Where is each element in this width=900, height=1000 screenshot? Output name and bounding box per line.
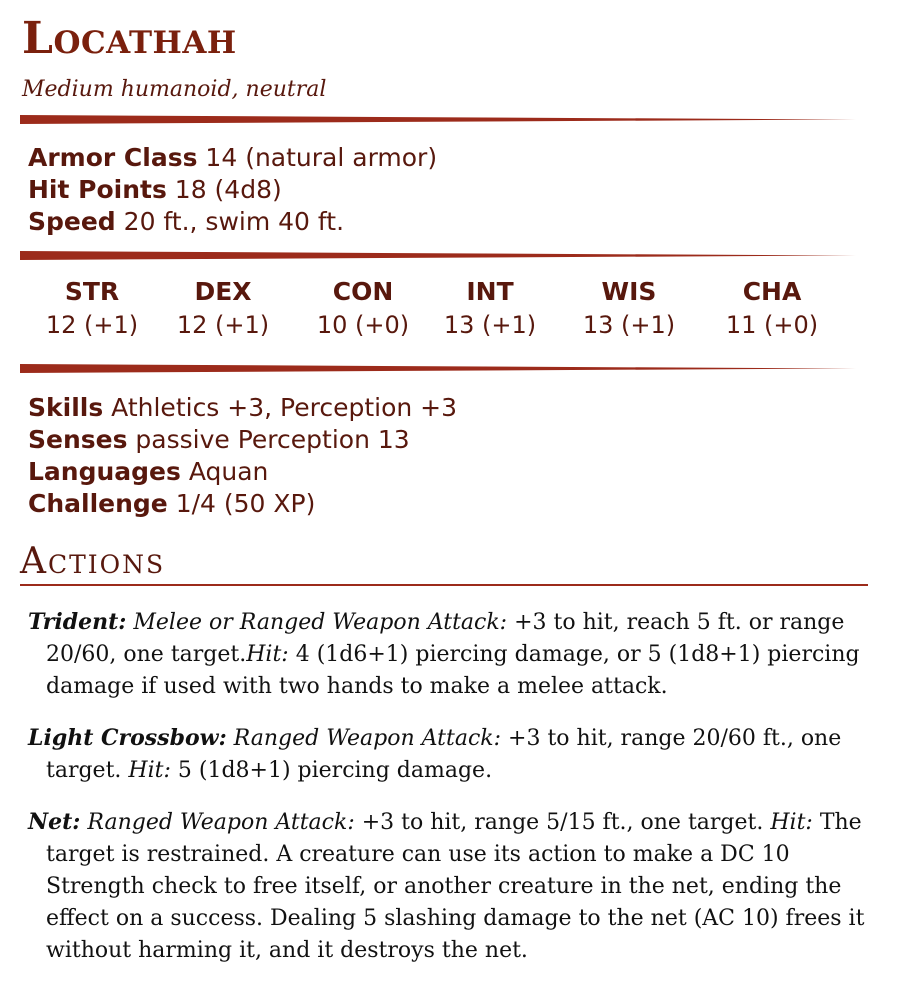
senses-value: passive Perception 13 [127,425,410,454]
action-hit-label: Hit: [128,758,171,783]
actions-heading-rule [20,584,868,586]
ability-value: 12 (+1) [45,311,139,339]
hit-points-label: Hit Points [28,175,167,204]
hit-points-value: 18 (4d8) [166,175,282,204]
ability-scores [0,276,900,346]
action-name: Net: [28,809,81,835]
action-text: +3 to hit, range 5/15 ft., one target. [354,810,771,835]
action-text: +3 to hit, range 20/60 ft., one target. [46,726,842,783]
tapered-rule [20,251,856,260]
traits-section [28,392,868,520]
defense-section [28,142,868,238]
senses-label: Senses [28,425,128,454]
action-light-crossbow [28,722,886,787]
action-net [28,806,886,967]
ability-label: CON [332,277,394,306]
ability-dex [163,276,283,342]
ability-wis [569,276,689,342]
ability-int [430,276,550,342]
ability-value: 13 (+1) [443,311,537,339]
hit-points-line [28,174,868,206]
skills-line [28,392,868,424]
tapered-rule [20,115,856,124]
action-name: Trident: [28,609,127,635]
languages-line [28,456,868,488]
ability-str [32,276,152,342]
ability-cha [712,276,832,342]
action-damage-text: The target is restrained. A creature can use its action to make a DC 10 Strength check to free itself, or another creature in the net, ending the effect on a success. Dealing 5 slashing damage to the net (AC 10) frees it without harming it, and it destroys the net. [46,810,865,963]
action-type: Ranged Weapon Attack: [226,726,502,751]
actions-heading: Actions [20,541,166,582]
action-type: Melee or Ranged Weapon Attack: [126,610,508,635]
action-trident [28,606,886,703]
armor-class-value: 14 (natural armor) [197,143,438,172]
languages-label: Languages [28,457,181,486]
monster-name: Locathah [22,13,237,64]
action-hit-label: Hit: [770,810,813,835]
ability-label: WIS [601,277,657,306]
ability-label: CHA [742,277,802,306]
skills-label: Skills [28,393,104,422]
ability-label: DEX [194,277,252,306]
speed-label: Speed [28,207,116,236]
ability-con [303,276,423,342]
speed-value: 20 ft., swim 40 ft. [115,207,345,236]
ability-label: INT [466,277,514,306]
tapered-rule [20,364,856,373]
action-damage-text: 4 (1d6+1) piercing damage, or 5 (1d8+1) piercing damage if used with two hands to make a melee attack. [46,642,860,699]
armor-class-label: Armor Class [28,143,198,172]
ability-value: 12 (+1) [176,311,270,339]
action-damage-text: 5 (1d8+1) piercing damage. [170,758,493,783]
ability-value: 13 (+1) [582,311,676,339]
action-type: Ranged Weapon Attack: [80,810,355,835]
armor-class-line [28,142,868,174]
ability-label: STR [64,277,120,306]
challenge-value: 1/4 (50 XP) [167,489,316,518]
action-hit-label: Hit: [246,642,289,667]
ability-value: 10 (+0) [316,311,410,339]
monster-subtitle: Medium humanoid, neutral [22,77,327,102]
action-name: Light Crossbow: [28,725,227,751]
challenge-label: Challenge [28,489,168,518]
ability-value: 11 (+0) [725,311,819,339]
speed-line [28,206,868,238]
languages-value: Aquan [180,457,269,486]
action-text: +3 to hit, reach 5 ft. or range 20/60, one target. [46,610,845,667]
challenge-line [28,488,868,520]
senses-line [28,424,868,456]
skills-value: Athletics +3, Perception +3 [103,393,458,422]
